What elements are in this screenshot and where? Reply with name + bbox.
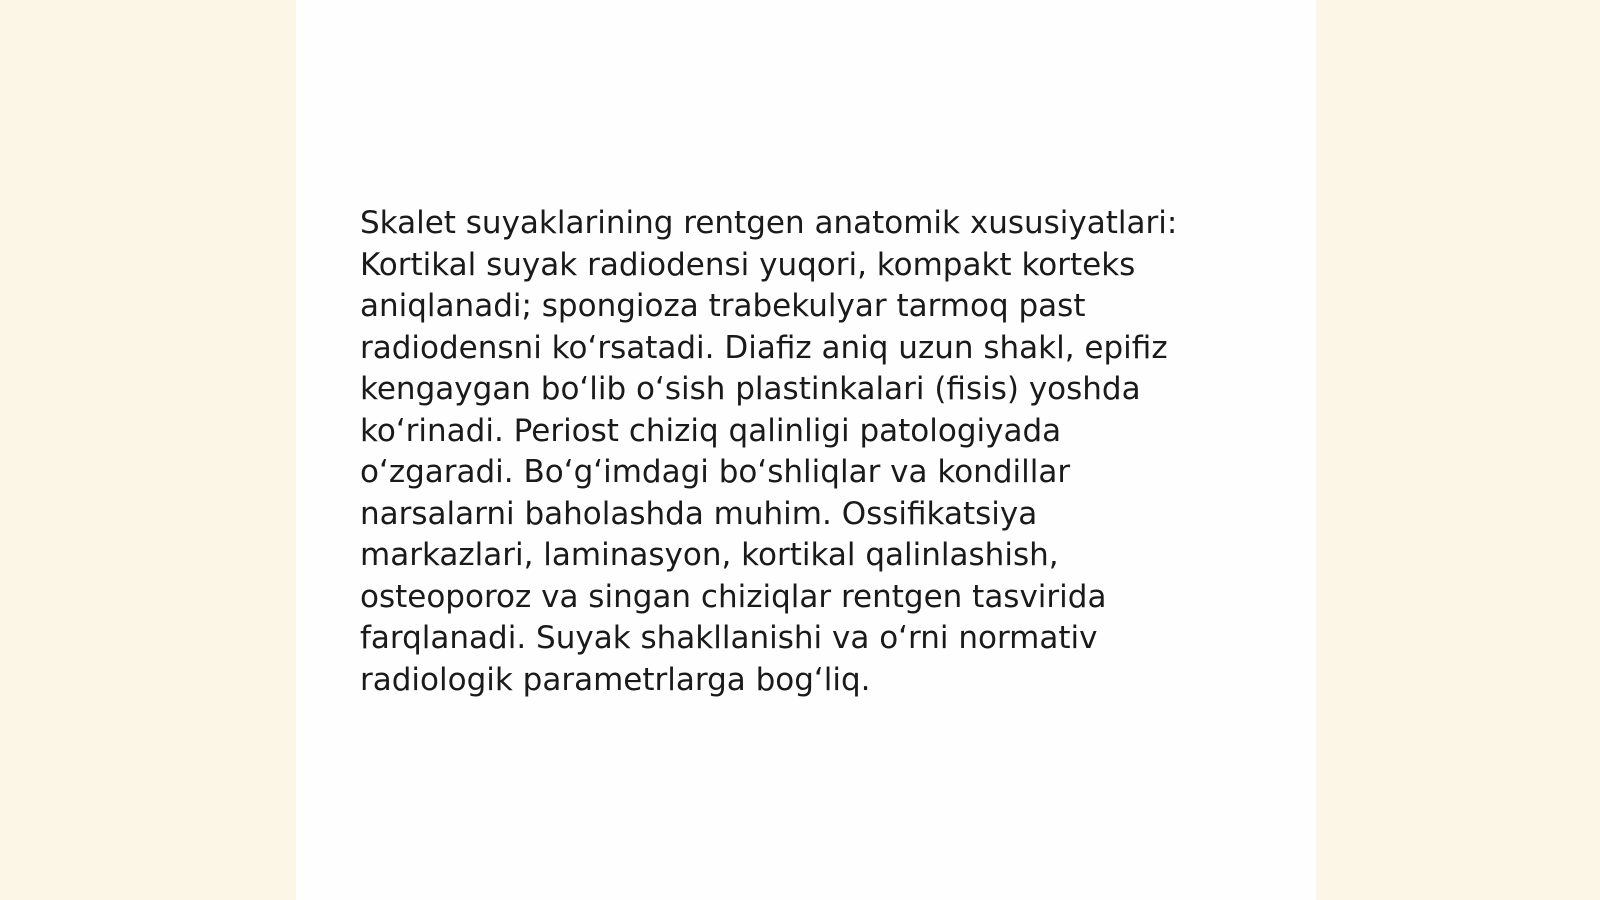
left-margin-panel [0, 0, 296, 900]
right-margin-panel [1316, 0, 1600, 900]
document-page [296, 0, 1316, 900]
body-text: Skalet suyaklarining rentgen anatomik xususiyatlari: Kortikal suyak radiodensi yuqori, kompakt korteks aniqlanadi; spongioza trabekulyar tarmoq past radiodensni koʻrsatadi. Diafiz aniq uzun shakl, epifiz kengaygan boʻlib oʻsish plastinkalari (fisis) yoshda koʻrinadi. Periost chiziq qalinligi patologiyada oʻzgaradi. Boʻgʻimdagi boʻshliqlar va kondillar narsalarni baholashda muhim. Ossifikatsiya markazlari, laminasyon, kortikal qalinlashish, osteoporoz va singan chiziqlar rentgen tasvirida farqlanadi. Suyak shakllanishi va oʻrni normativ radiologik parametrlarga bogʻliq. [360, 205, 1178, 698]
